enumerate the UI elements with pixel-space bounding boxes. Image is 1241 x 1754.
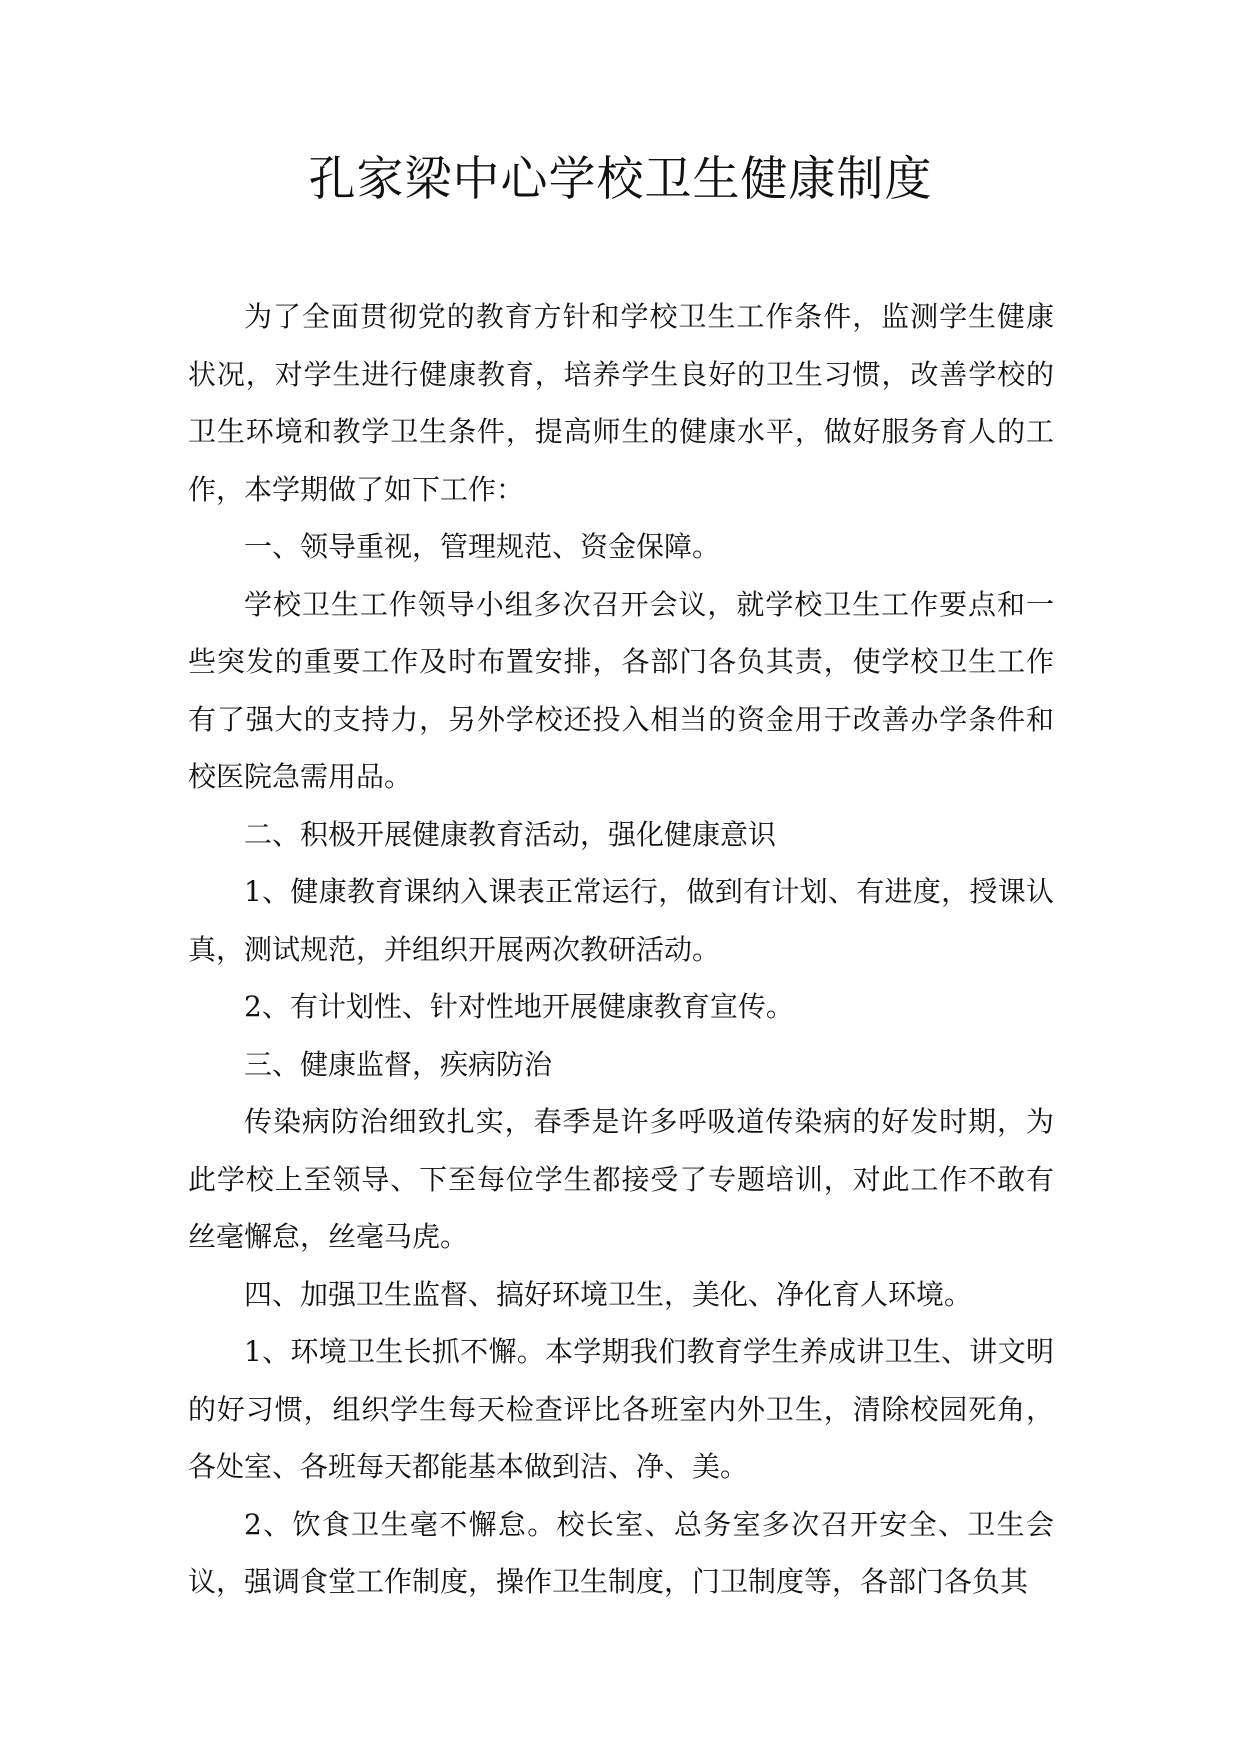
section-3-paragraph: 传染病防治细致扎实，春季是许多呼吸道传染病的好发时期，为此学校上至领导、下至每位学生都接受了专题培训，对此工作不敢有丝毫懈怠，丝毫马虎。 bbox=[188, 1105, 1054, 1253]
document-body bbox=[188, 288, 1054, 1611]
section-heading-2: 二、积极开展健康教育活动，强化健康意识 bbox=[244, 817, 777, 851]
section-4-item-1: 1、环境卫生长抓不懈。本学期我们教育学生养成讲卫生、讲文明的好习惯，组织学生每天检查评比各班室内外卫生，清除校园死角，各处室、各班每天都能基本做到洁、净、美。 bbox=[188, 1335, 1054, 1483]
section-heading-4: 四、加强卫生监督、搞好环境卫生，美化、净化育人环境。 bbox=[244, 1277, 973, 1311]
document-title: 孔家梁中心学校卫生健康制度 bbox=[308, 152, 933, 207]
intro-paragraph: 为了全面贯彻党的教育方针和学校卫生工作条件，监测学生健康状况，对学生进行健康教育，培养学生良好的卫生习惯，改善学校的卫生环境和教学卫生条件，提高师生的健康水平，做好服务育人的工作，本学期做了如下工作： bbox=[188, 300, 1054, 506]
section-2-item-1: 1、健康教育课纳入课表正常运行，做到有计划、有进度，授课认真，测试规范，并组织开展两次教研活动。 bbox=[188, 875, 1054, 966]
section-4-item-2: 2、饮食卫生毫不懈怠。校长室、总务室多次召开安全、卫生会议，强调食堂工作制度，操作卫生制度，门卫制度等，各部门各负其 bbox=[188, 1507, 1054, 1598]
section-2-item-2: 2、有计划性、针对性地开展健康教育宣传。 bbox=[244, 990, 794, 1023]
section-heading-1: 一、领导重视，管理规范、资金保障。 bbox=[244, 530, 721, 563]
section-1-paragraph: 学校卫生工作领导小组多次召开会议，就学校卫生工作要点和一些突发的重要工作及时布置安排，各部门各负其责，使学校卫生工作有了强大的支持力，另外学校还投入相当的资金用于改善办学条件和校医院急需用品。 bbox=[188, 587, 1054, 793]
section-heading-3: 三、健康监督，疾病防治 bbox=[244, 1047, 553, 1081]
